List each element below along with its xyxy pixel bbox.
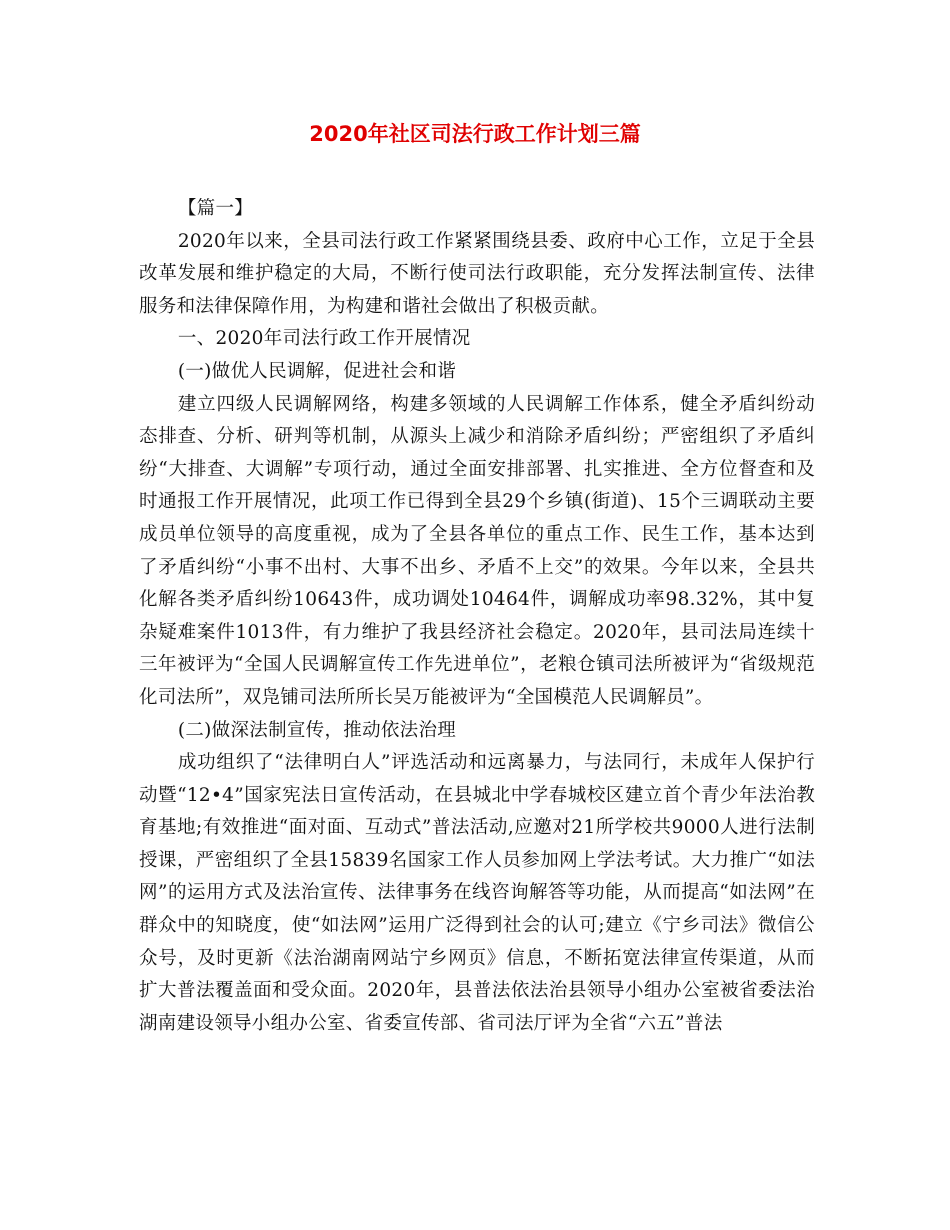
- subsection-heading-2: (二)做深法制宣传，推动依法治理: [177, 719, 457, 741]
- mediation-paragraph: 建立四级人民调解网络，构建多领域的人民调解工作体系，健全矛盾纠纷动态排查、分析、研判等机制，从源头上减少和消除矛盾纠纷；严密组织了矛盾纠纷“大排查、大调解”专项行动，通过全面安排部署、扎实推进、全方位督查和及时通报工作开展情况，此项工作已得到全县29个乡镇(街道)、15个三调联动主要成员单位领导的高度重视，成为了全县各单位的重点工作、民生工作，基本达到了矛盾纠纷“小事不出村、大事不出乡、矛盾不上交”的效果。今年以来，全县共化解各类矛盾纠纷10643件，成功调处10464件，调解成功率98.32%，其中复杂疑难案件1013件，有力维护了我县经济社会稳定。2020年，县司法局连续十三年被评为“全国人民调解宣传工作先进单位”，老粮仓镇司法所被评为“省级规范化司法所”，双凫铺司法所所长吴万能被评为“全国模范人民调解员”。: [139, 393, 815, 708]
- intro-paragraph: 2020年以来，全县司法行政工作紧紧围绕县委、政府中心工作，立足于全县改革发展和维护稳定的大局，不断行使司法行政职能，充分发挥法制宣传、法律服务和法律保障作用，为构建和谐社会做出了积极贡献。: [139, 230, 815, 317]
- document-title: 2020年社区司法行政工作计划三篇: [309, 122, 641, 146]
- section-label: 【篇一】: [177, 198, 254, 219]
- section-heading: 一、2020年司法行政工作开展情况: [177, 328, 471, 350]
- document-body: [139, 193, 815, 1040]
- legal-publicity-paragraph: 成功组织了“法律明白人”评选活动和远离暴力，与法同行，未成年人保护行动暨“12•4”国家宪法日宣传活动，在县城北中学春城校区建立首个青少年法治教育基地;有效推进“面对面、互动式”普法活动,应邀对21所学校共9000人进行法制授课，严密组织了全县15839名国家工作人员参加网上学法考试。大力推广“如法网”的运用方式及法治宣传、法律事务在线咨询解答等功能，从而提高“如法网”在群众中的知晓度，使“如法网”运用广泛得到社会的认可;建立《宁乡司法》微信公众号，及时更新《法治湖南网站宁乡网页》信息，不断拓宽法律宣传渠道，从而扩大普法覆盖面和受众面。2020年，县普法依法治县领导小组办公室被省委法治湖南建设领导小组办公室、省委宣传部、省司法厅评为全省“六五”普法: [139, 752, 815, 1034]
- subsection-heading-1: (一)做优人民调解，促进社会和谐: [177, 360, 457, 382]
